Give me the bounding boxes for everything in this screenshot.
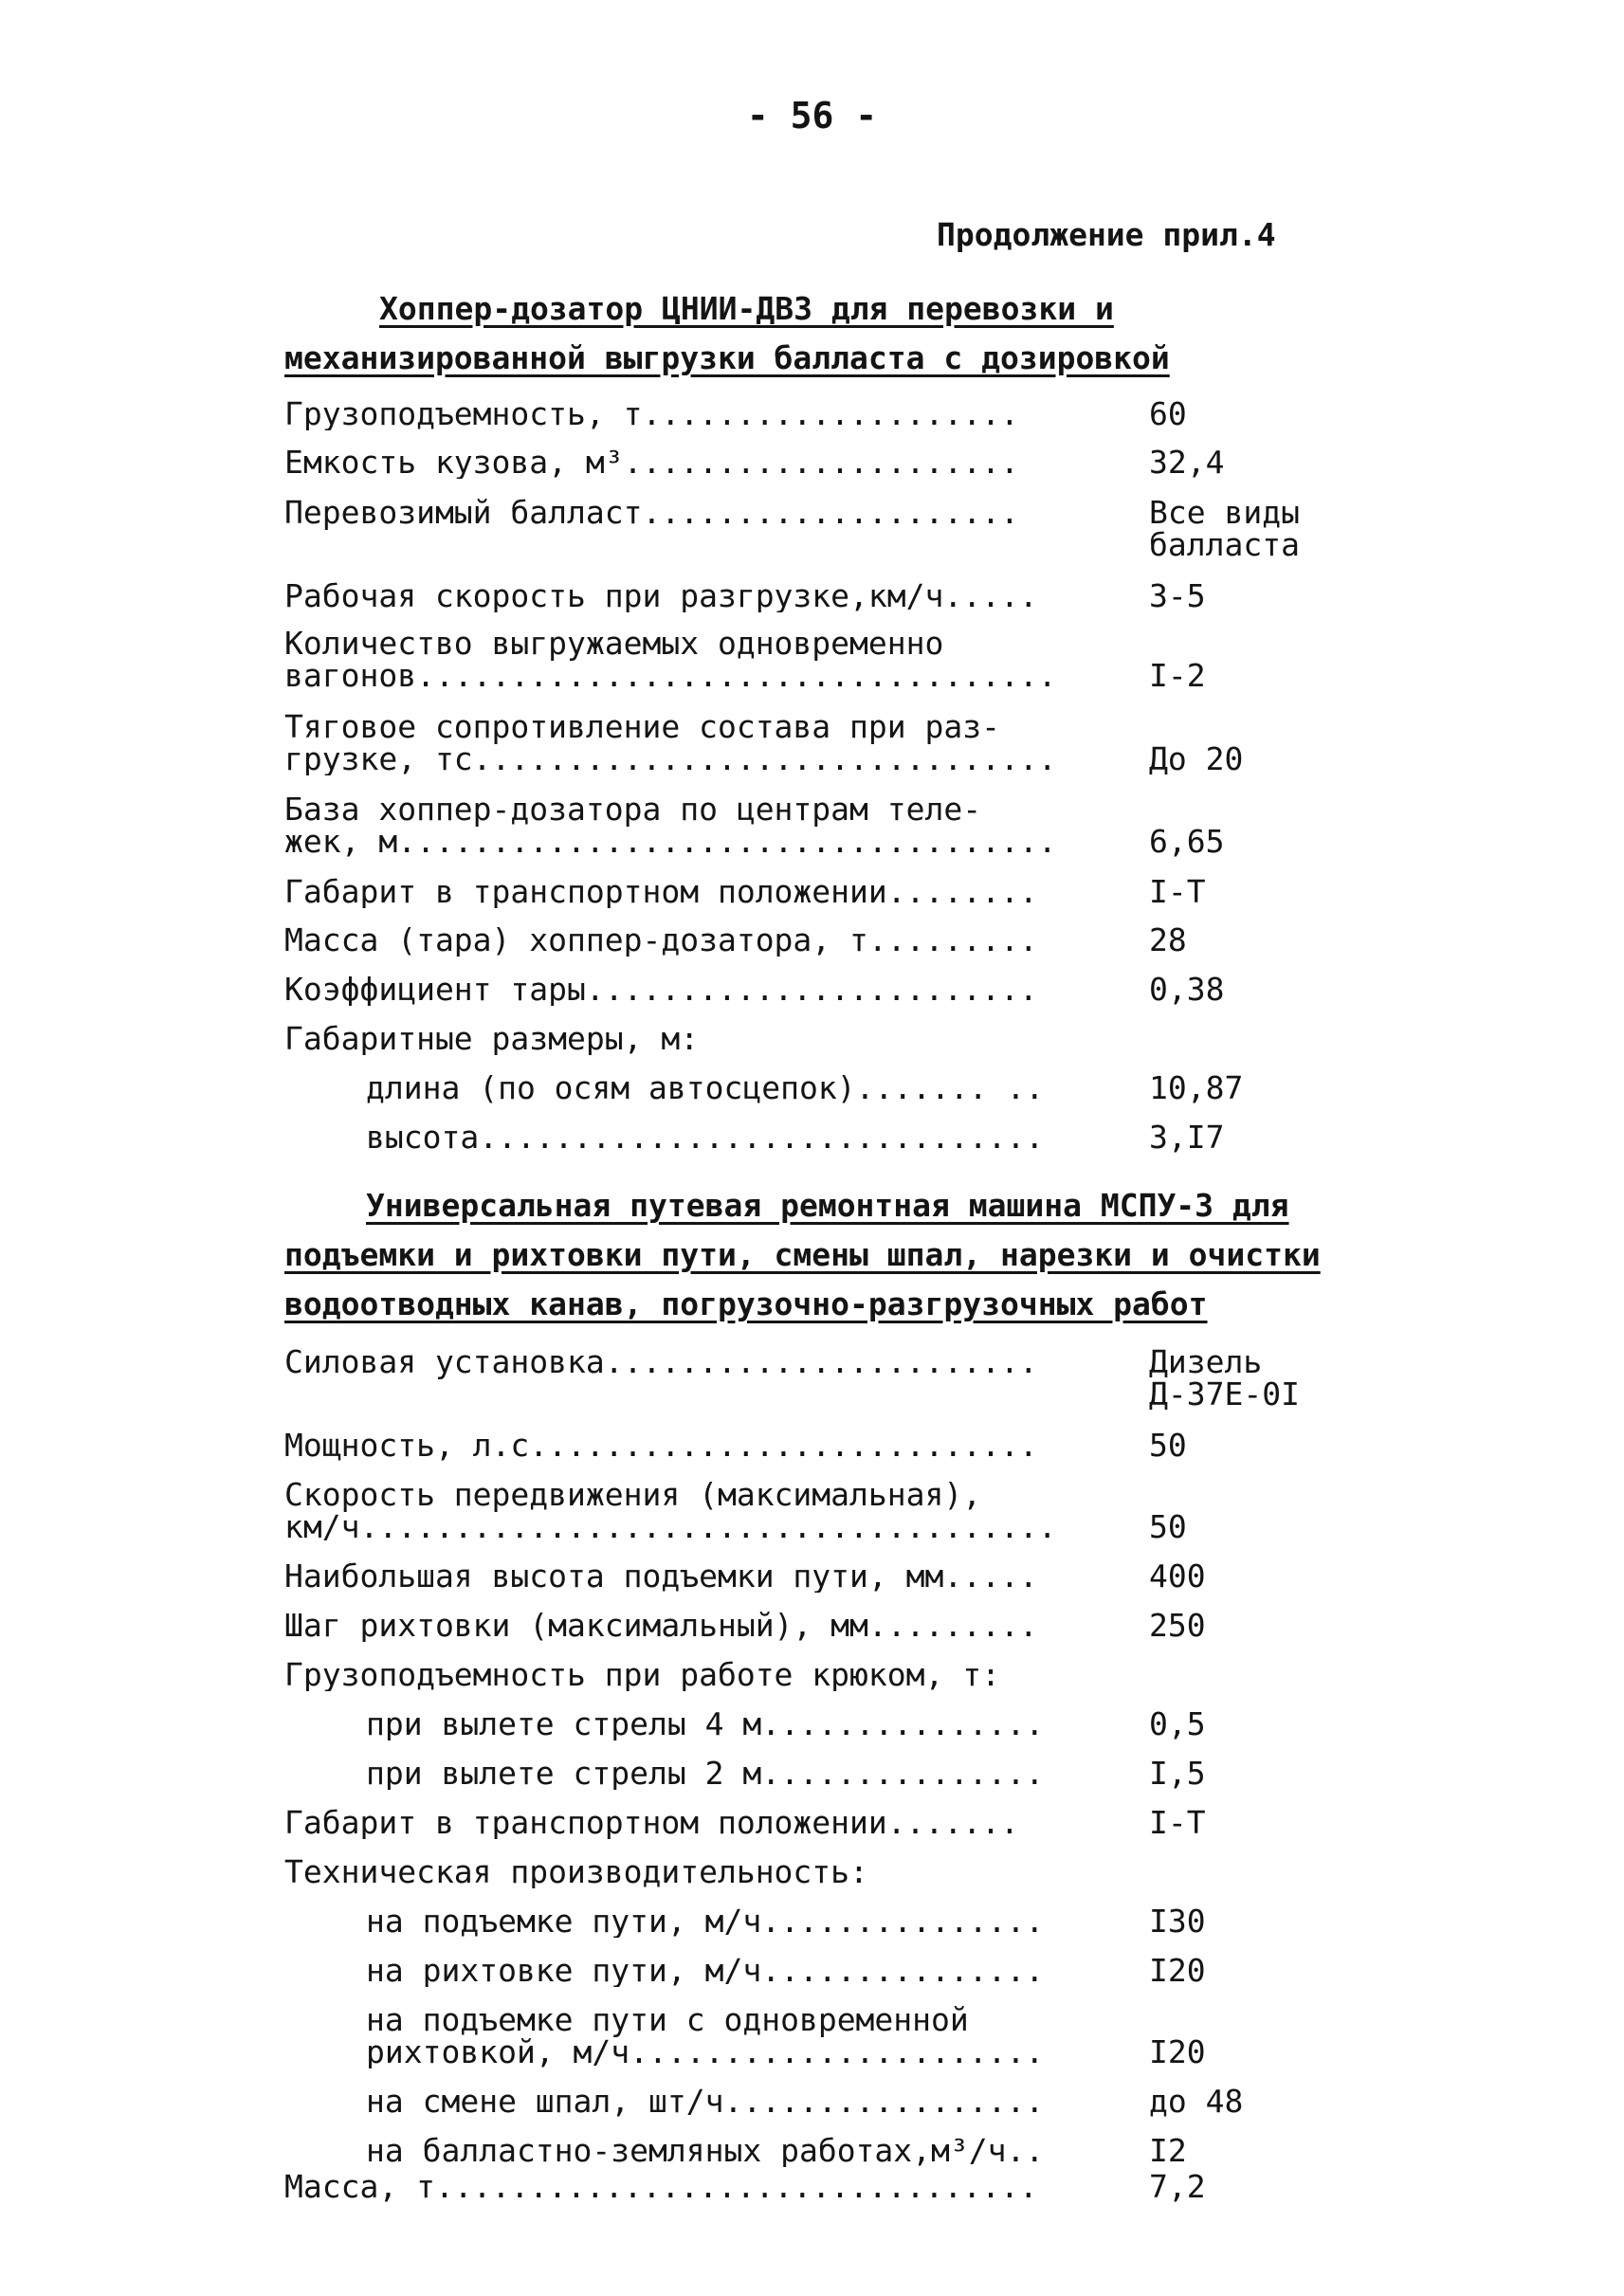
spec-label: Емкость кузова, м³..................... [284,446,1019,479]
spec-row [366,2004,1339,2068]
spec-value: 60 [1149,395,1187,432]
spec-value: 400 [1149,1558,1206,1594]
spec-label: высота.............................. [366,1121,1045,1154]
spec-label: Тяговое сопротивление состава при раз- грузке, тс............................... [284,711,1057,775]
spec-label: Техническая производительность: [284,1856,868,1888]
spec-row [284,1607,1339,1644]
spec-row [284,1343,1339,1412]
spec-row [366,1069,1339,1106]
continuation-label: Продолжение прил.4 [937,216,1276,253]
spec-value: 250 [1149,1607,1206,1644]
spec-row [284,628,1339,692]
spec-value: Дизель Д-37Е-0I [1149,1343,1300,1412]
spec-label: Масса (тара) хоппер-дозатора, т......... [284,924,1038,957]
spec-label: на рихтовке пути, м/ч............... [366,1955,1045,1987]
spec-value: Все виды балласта [1149,494,1300,563]
spec-value: I20 [1149,1952,1206,1989]
spec-label: Перевозимый балласт.................... [284,497,1019,531]
spec-value: 32,4 [1149,444,1225,481]
spec-label: Грузоподъемность при работе крюком, т: [284,1659,1000,1691]
spec-row [284,711,1339,775]
spec-value: 3-5 [1149,577,1206,614]
spec-label: Мощность, л.с........................... [284,1430,1038,1462]
spec-row [366,2132,1339,2169]
spec-row [284,1427,1339,1464]
spec-label: Грузоподъемность, т.................... [284,398,1019,430]
spec-label: Габарит в транспортном положении........ [284,876,1038,908]
spec-label: на подъемке пути, м/ч............... [366,1905,1045,1938]
spec-row [366,2083,1339,2120]
spec-value: I-Т [1149,873,1206,910]
spec-row [366,1705,1339,1742]
spec-label: Скорость передвижения (максимальная), км/ч..................................... [284,1479,1057,1543]
spec-row [284,1856,1339,1888]
spec-row [284,395,1339,432]
spec-label: Габаритные размеры, м: [284,1023,700,1055]
spec-label: на смене шпал, шт/ч................. [366,2086,1045,2118]
spec-value: I-2 [1149,657,1206,694]
spec-value [1149,1856,1339,1888]
spec-value: 3,I7 [1149,1119,1225,1156]
spec-row [366,1905,1339,1938]
spec-label: Наибольшая высота подъемки пути, мм..... [284,1560,1038,1593]
spec-value: 10,87 [1149,1069,1244,1106]
spec-value: 7,2 [1149,2168,1206,2205]
spec-label: Шаг рихтовки (максимальный), мм......... [284,1610,1038,1642]
spec-label: База хоппер-дозатора по центрам теле- жек, м................................... [284,793,1057,858]
spec-label: Рабочая скорость при разгрузке,км/ч..... [284,580,1038,612]
spec-label: Габарит в транспортном положении....... [284,1807,1019,1839]
page-number: - 56 - [746,95,878,137]
spec-row [366,1121,1339,1154]
spec-value: I2 [1149,2132,1187,2169]
spec-row [284,921,1339,958]
spec-value: 50 [1149,1508,1187,1545]
spec-value: 50 [1149,1427,1187,1464]
spec-label: Коэффициент тары........................ [284,974,1038,1006]
spec-value: 6,65 [1149,823,1225,860]
spec-row [284,1804,1339,1841]
spec-label: при вылете стрелы 2 м............... [366,1758,1045,1790]
spec-value: 28 [1149,921,1187,958]
spec-label: длина (по осям автосцепок)....... .. [366,1072,1045,1104]
spec-row [284,971,1339,1008]
spec-value: I-Т [1149,1804,1206,1841]
spec-row [284,793,1339,858]
spec-row [284,1023,1339,1055]
spec-row [284,494,1339,563]
spec-value: I30 [1149,1903,1206,1940]
spec-value: До 20 [1149,740,1244,777]
spec-label: Масса, т................................ [284,2171,1038,2203]
spec-row [284,2168,1339,2205]
spec-row [284,577,1339,614]
spec-label: на балластно-земляных работах,м³/ч.. [366,2135,1045,2167]
spec-row [366,1952,1339,1989]
spec-row [284,1560,1339,1593]
spec-value [1149,1023,1339,1055]
spec-label: при вылете стрелы 4 м............... [366,1708,1045,1740]
spec-row [284,446,1339,479]
section-heading-hopper: Хоппер-дозатор ЦНИИ-ДВЗ для перевозки и механизированной выгрузки балласта с дозировкой [284,290,1170,376]
spec-value: I20 [1149,2033,1206,2070]
spec-row [284,1479,1339,1543]
spec-label: Количество выгружаемых одновременно вагонов.................................. [284,628,1057,692]
spec-row [284,1659,1339,1691]
section-heading-mspu: Универсальная путевая ремонтная машина МСПУ-3 для подъемки и рихтовки пути, смены шпал, нарезки и очистки водоотводных канав, погрузочно-разгрузочных работ [284,1187,1321,1322]
spec-value: I,5 [1149,1755,1206,1792]
spec-label: на подъемке пути с одновременной рихтовкой, м/ч...................... [366,2004,1045,2068]
spec-row [366,1755,1339,1792]
spec-row [284,873,1339,910]
spec-value: 0,38 [1149,971,1225,1008]
spec-label: Силовая установка....................... [284,1346,1038,1380]
spec-value: 0,5 [1149,1705,1206,1742]
spec-value: до 48 [1149,2083,1244,2120]
spec-value [1149,1659,1339,1691]
